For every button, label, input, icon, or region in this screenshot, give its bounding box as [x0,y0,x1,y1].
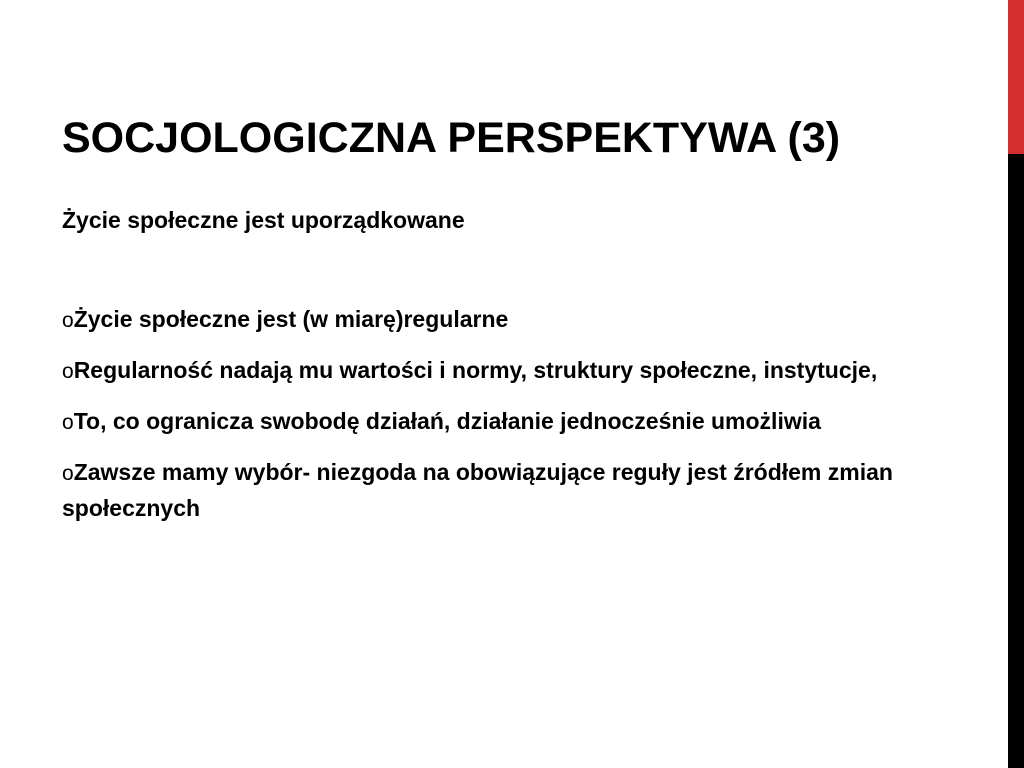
bullet-marker: o [62,411,74,434]
slide-subtitle: Życie społeczne jest uporządkowane [62,207,465,233]
bullet-list [62,302,942,540]
bullet-marker: o [62,309,74,332]
bullet-marker: o [62,360,74,383]
bullet-item [62,353,942,389]
bullet-text: Zawsze mamy wybór- niezgoda na obowiązujące reguły jest źródłem zmian społecznych [62,459,893,521]
bullet-item [62,302,942,338]
decorative-side-bar [1008,0,1024,768]
bullet-text: To, co ogranicza swobodę działań, działanie jednocześnie umożliwia [73,408,821,434]
bullet-item [62,404,942,440]
bullet-item [62,455,942,525]
slide-title: SOCJOLOGICZNA PERSPEKTYWA (3) [62,114,841,162]
bullet-text: Życie społeczne jest (w miarę)regularne [73,306,509,332]
bullet-text: Regularność nadają mu wartości i normy, struktury społeczne, instytucje, [73,357,878,383]
bullet-marker: o [62,462,74,485]
side-bar-accent [1008,0,1024,154]
side-bar-dark [1008,154,1024,768]
